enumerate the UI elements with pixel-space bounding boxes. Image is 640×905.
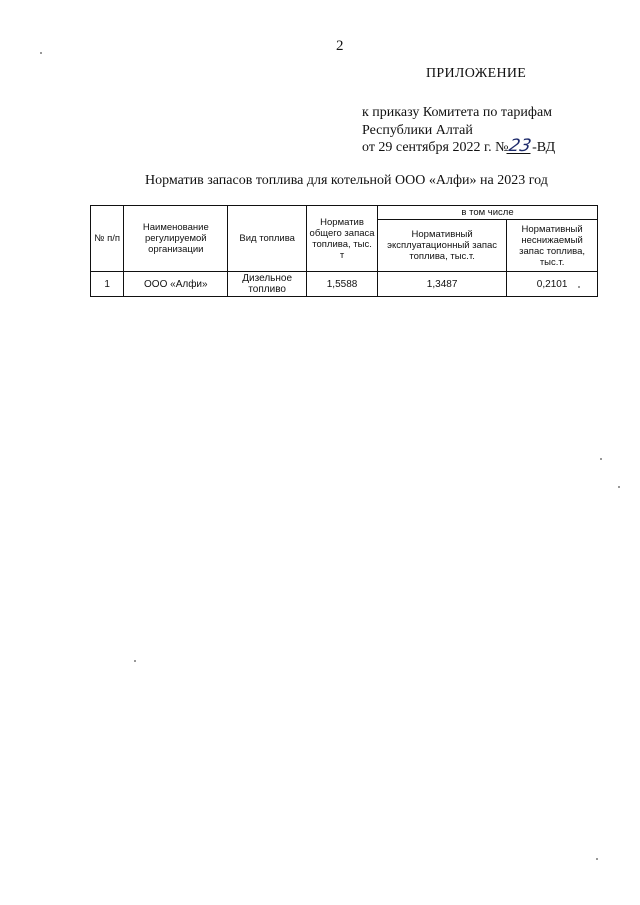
header-total: Норматив общего запаса топлива, тыс. т [307,206,378,272]
header-including: в том числе [378,206,598,220]
scan-speck [618,486,620,488]
order-reference [362,104,555,157]
cell-fuel-type: Дизельное топливо [228,272,307,297]
table-row [91,272,598,297]
order-line-3 [362,136,556,157]
page-number: 2 [336,38,344,54]
appendix-title: ПРИЛОЖЕНИЕ [426,66,527,81]
cell-reserve: 0,2101 [507,272,598,297]
cell-num: 1 [91,272,124,297]
scan-speck [596,858,598,860]
document-title: Норматив запасов топлива для котельной ООО «Алфи» на 2023 год [145,173,548,188]
scan-speck [600,458,602,460]
handwritten-order-number: 23 [507,136,534,156]
cell-operational: 1,3487 [378,272,507,297]
header-operational: Нормативный эксплуатационный запас топлива, тыс.т. [378,220,507,272]
scan-speck [134,660,136,662]
header-fuel-type: Вид топлива [228,206,307,272]
cell-org: ООО «Алфи» [124,272,228,297]
cell-total: 1,5588 [307,272,378,297]
scan-speck [578,286,580,288]
header-num: № п/п [91,206,124,272]
order-number-suffix: -ВД [532,140,556,155]
header-reserve: Нормативный неснижаемый запас топлива, тыс.т. [507,220,598,272]
order-line-1: к приказу Комитета по тарифам [362,105,553,120]
fuel-reserve-table [90,205,598,297]
header-org: Наименование регулируемой организации [124,206,228,272]
order-date-prefix: от 29 сентября 2022 г. № [362,140,509,155]
table-header-row-1 [91,206,598,220]
scan-speck [40,52,42,54]
order-line-2: Республики Алтай [362,122,473,138]
